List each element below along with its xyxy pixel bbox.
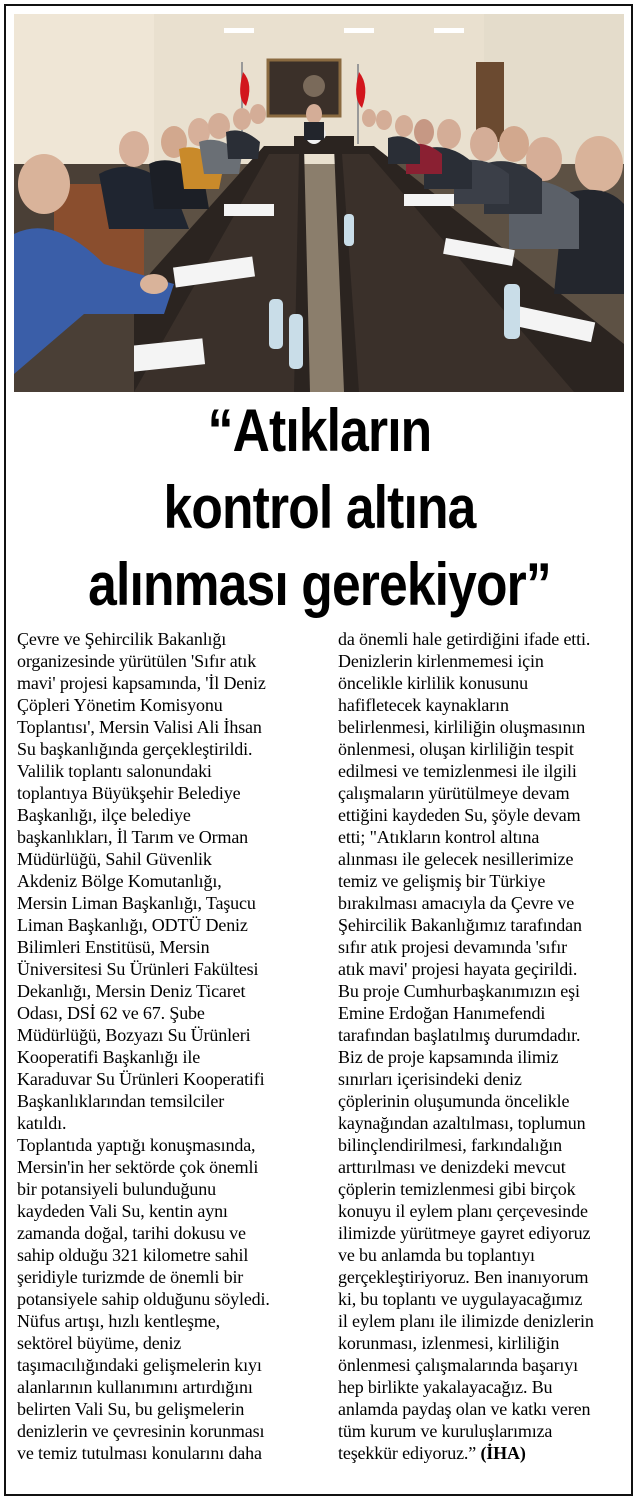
right-column [338,628,625,1464]
headline-line-2: kontrol altına [163,474,476,541]
right-paragraph-text: da önemli hale getirdiğini ifade etti. Denizlerin kirlenmemesi için öncelikle kirlilik konusunu hafifletecek kaynakların belirlenmesi, kirliliğin oluşmasının önlenmesi, oluşan kirliliğin tespit edilmesi ve temizlenmesi ile ilgili çalışmaların yürütülmeye devam ettiğini kaydeden Su, şöyle devam etti; "Atıkların kontrol altına alınması ile gelecek nesillerimize temiz ve gelişmiş bir Türkiye bırakılması amacıyla da Çevre ve Şehircilik Bakanlığımız tarafından sıfır atık projesi devamında 'sıfır atık mavi' projesi hayata geçirildi. Bu proje Cumhurbaşkanımızın eşi Emine Erdoğan Hanımefendi tarafından başlatılmış durumdadır. Biz de proje kapsamında ilimiz sınırları içerisindeki deniz çöplerinin oluşumunda öncelikle kaynağından azaltılması, toplumun bilinçlendirilmesi, farkındalığın arttırılması ve denizdeki mevcut çöplerin temizlenmesi gibi birçok konuyu il eylem planı çerçevesinde ilimizde yürütmeye gayret ediyoruz ve bu anlamda bu toplantıyı gerçekleştiriyoruz. Ben inanıyorum ki, bu toplantı ve uygulayacağımız il eylem planı ile ilimizde denizlerin korunması, izlenmesi, kirliliğin önlenmesi çalışmalarında başarıyı hep birlikte yakalayacağız. Bu anlamda paydaş olan ve katkı veren tüm kurum ve kuruluşlarımıza teşekkür ediyoruz.” [338,629,594,1463]
headline [12,392,627,628]
headline-line-1: “Atıkların [207,397,432,464]
right-paragraph-1 [338,628,625,1464]
left-paragraph-2: Toplantıda yaptığı konuşmasında, Mersin'in her sektörde çok önemli bir potansiyeli bulunduğunu kaydeden Vali Su, kentin aynı zamanda doğal, tarihi dokusu ve sahip olduğu 321 kilometre sahil şeridiyle turizmde de önemli bir potansiyele sahip olduğunu söyledi. Nüfus artışı, hızlı kentleşme, sektörel büyüme, deniz taşımacılığındaki gelişmelerin kıyı alanlarının kullanımını artırdığını belirten Vali Su, bu gelişmelerin denizlerin ve çevresinin korunması ve temiz tutulması konularını daha [17,1135,270,1463]
left-paragraph-1: Çevre ve Şehircilik Bakanlığı organizesinde yürütülen 'Sıfır atık mavi' projesi kapsamında, 'İl Deniz Çöpleri Yönetim Komisyonu Toplantısı', Mersin Valisi Ali İhsan Su başkanlığında gerçekleştirildi. Valilik toplantı salonundaki toplantıya Büyükşehir Belediye Başkanlığı, ilçe belediye başkanlıkları, İl Tarım ve Orman Müdürlüğü, Sahil Güvenlik Akdeniz Bölge Komutanlığı, Mersin Liman Başkanlığı, Taşucu Liman Başkanlığı, ODTÜ Deniz Bilimleri Enstitüsü, Mersin Üniversitesi Su Ürünleri Fakültesi Dekanlığı, Mersin Deniz Ticaret Odası, DSİ 62 ve 67. Şube Müdürlüğü, Bozyazı Su Ürünleri Kooperatifi Başkanlığı ile Karaduvar Su Ürünleri Kooperatifi Başkanlıklarından temsilciler katıldı. [17,629,266,1133]
left-column [17,628,304,1464]
meeting-photo-illustration [14,14,624,392]
headline-line-3: alınması gerekiyor” [88,551,551,618]
news-agency-credit: (İHA) [480,1443,526,1463]
article-frame [4,4,633,1496]
meeting-photo [14,14,624,392]
